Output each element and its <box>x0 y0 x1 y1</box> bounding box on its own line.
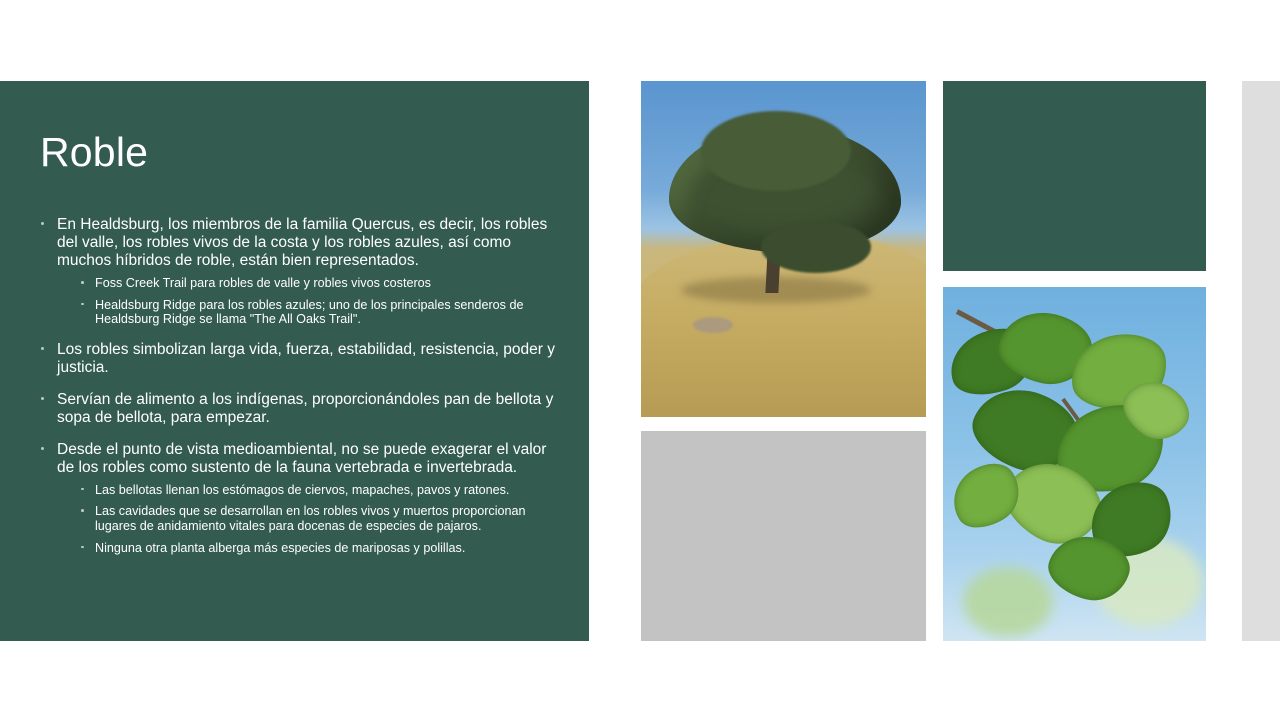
bullet-text: En Healdsburg, los miembros de la familia Quercus, es decir, los robles del valle, los robles vivos de la costa y los robles azules, así como muchos híbridos de roble, están bien representados. <box>57 216 548 269</box>
slide-content-panel <box>0 81 589 641</box>
bullet-text: Desde el punto de vista medioambiental, no se puede exagerar el valor de los robles como sustento de la fauna vertebrada e invertebrada. <box>57 440 547 476</box>
bottom-white-margin <box>0 641 1280 720</box>
sub-bullet-text: Ninguna otra planta alberga más especies de mariposas y polillas. <box>95 540 466 555</box>
sub-bullet-list <box>57 483 556 555</box>
bullet-dot-icon <box>81 488 84 491</box>
bullet-text: Servían de alimento a los indígenas, proporcionándoles pan de bellota y sopa de bellota, para empezar. <box>57 390 554 426</box>
list-item <box>38 441 556 555</box>
tree-canopy-highlight-shape <box>701 111 851 191</box>
list-item <box>38 216 556 327</box>
list-item <box>57 298 556 327</box>
bullet-dot-icon <box>81 281 84 284</box>
sub-bullet-text: Healdsburg Ridge para los robles azules; uno de los principales senderos de Healdsburg Ridge se llama "The All Oaks Trail". <box>95 297 524 327</box>
sub-bullet-text: Las bellotas llenan los estómagos de ciervos, mapaches, pavos y ratones. <box>95 482 510 497</box>
list-item <box>57 276 556 291</box>
bullet-dot-icon <box>41 347 44 350</box>
bullet-dot-icon <box>41 447 44 450</box>
gray-placeholder-block <box>641 431 926 641</box>
light-gray-side-strip <box>1242 81 1280 641</box>
bullet-dot-icon <box>81 546 84 549</box>
list-item <box>57 541 556 556</box>
list-item <box>38 391 556 427</box>
oak-tree-on-golden-hill-photo <box>641 81 926 417</box>
top-white-margin <box>0 0 1280 81</box>
background-blur-shape <box>963 567 1053 637</box>
bullet-dot-icon <box>41 222 44 225</box>
list-item <box>38 341 556 377</box>
solid-green-block <box>943 81 1206 271</box>
sub-bullet-list <box>57 276 556 327</box>
page-title: Roble <box>40 129 149 175</box>
list-item <box>57 483 556 498</box>
tree-canopy-lower-shape <box>761 221 871 273</box>
bullet-dot-icon <box>81 509 84 512</box>
hill-rock-shape <box>693 317 733 333</box>
bullet-dot-icon <box>81 303 84 306</box>
list-item <box>57 504 556 533</box>
bullet-text: Los robles simbolizan larga vida, fuerza, estabilidad, resistencia, poder y justicia. <box>57 340 555 376</box>
bullet-dot-icon <box>41 397 44 400</box>
sub-bullet-text: Las cavidades que se desarrollan en los robles vivos y muertos proporcionan lugares de anidamiento vitales para docenas de especies de pajaros. <box>95 504 526 533</box>
oak-leaves-closeup-photo <box>943 287 1206 641</box>
bullet-list <box>38 216 556 564</box>
sub-bullet-text: Foss Creek Trail para robles de valle y robles vivos costeros <box>95 276 431 290</box>
